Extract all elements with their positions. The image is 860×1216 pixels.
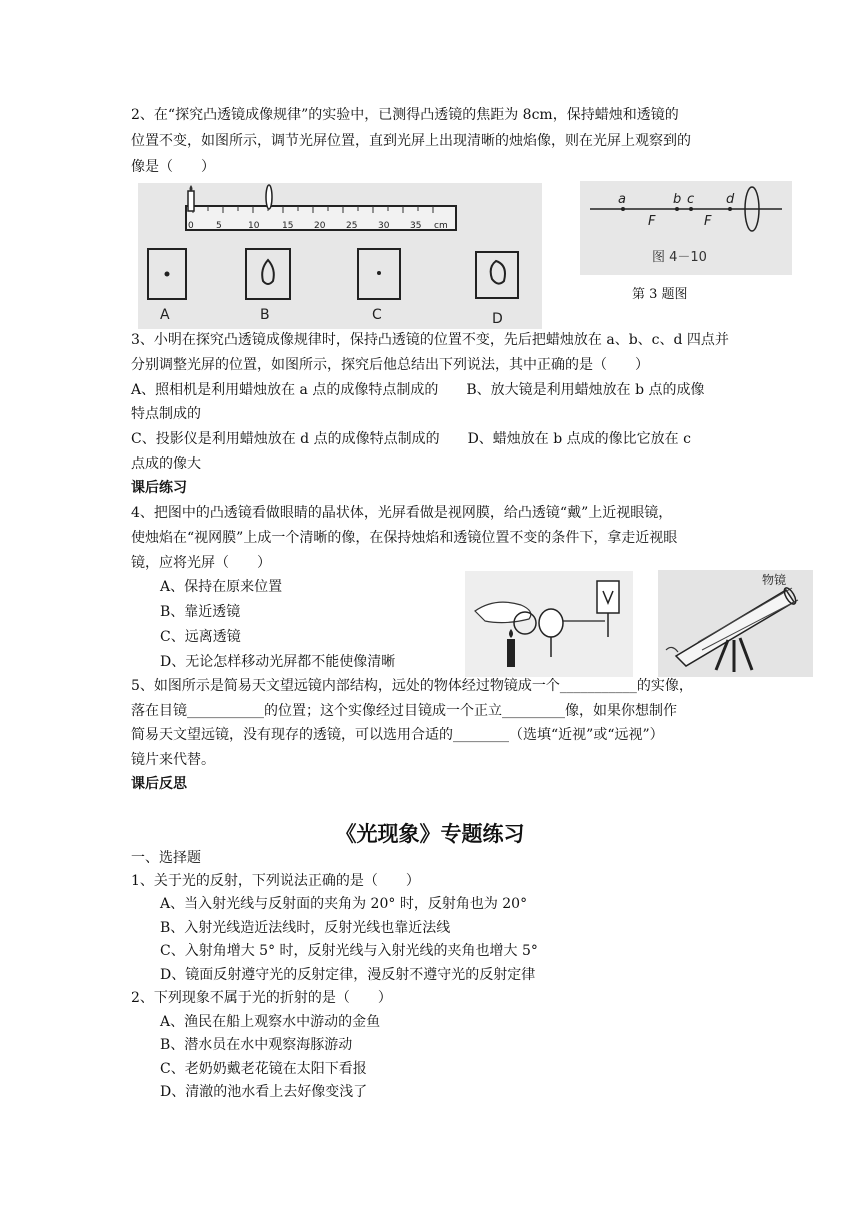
q3-line-5: C、投影仪是利用蜡烛放在 d 点的成像特点制成的 D、蜡烛放在 b 点成的像比它放在 c: [131, 431, 691, 447]
section-reflection-heading: 课后反思: [131, 776, 187, 792]
ruler-tick-35: 35: [410, 221, 422, 231]
point-label-b: b: [673, 192, 682, 207]
ruler-tick-10: 10: [248, 221, 260, 231]
p2-option-b: B、潜水员在水中观察海豚游动: [160, 1037, 353, 1053]
option-label-b: B: [260, 307, 270, 323]
eye-model-image: [465, 571, 633, 677]
ruler-unit-cm: cm: [434, 221, 448, 231]
q4-figure: [465, 571, 633, 677]
p2-option-c: C、老奶奶戴老花镜在太阳下看报: [160, 1061, 367, 1077]
q5-line-2: 落在目镜___________的位置；这个实像经过目镜成一个正立_________像，如果你想制作: [131, 703, 677, 719]
ruler-tick-5: 5: [216, 221, 222, 231]
ruler-tick-15: 15: [282, 221, 294, 231]
p1-question: 1、关于光的反射，下列说法正确的是（ ）: [131, 873, 420, 889]
telescope-image: [658, 570, 813, 677]
section-choice-heading: 一、选择题: [131, 850, 201, 866]
lens-icon: [539, 609, 563, 637]
q3-figure-caption: 第 3 题图: [632, 287, 688, 302]
q4-option-d: D、无论怎样移动光屏都不能使像清晰: [160, 654, 396, 670]
q4-option-b: B、靠近透镜: [160, 604, 241, 620]
q2-line-2: 位置不变，如图所示，调节光屏位置，直到光屏上出现清晰的烛焰像，则在光屏上观察到的: [131, 133, 691, 149]
q2-line-3: 像是（ ）: [131, 159, 215, 175]
q4-option-a: A、保持在原来位置: [160, 579, 283, 595]
q3-line-1: 3、小明在探究凸透镜成像规律时，保持凸透镜的位置不变，先后把蜡烛放在 a、b、c、d 四点并: [131, 332, 729, 348]
q4-line-1: 4、把图中的凸透镜看做眼睛的晶状体，光屏看做是视网膜，给凸透镜“戴”上近视眼镜，: [131, 505, 673, 521]
q4-option-c: C、远离透镜: [160, 629, 241, 645]
figure-inner-caption: 图 4－10: [652, 250, 707, 265]
point-label-a: a: [618, 192, 626, 207]
q3-line-6: 点成的像大: [131, 456, 201, 472]
p2-option-a: A、渔民在船上观察水中游动的金鱼: [160, 1014, 381, 1030]
q3-figure: [580, 181, 792, 275]
q2-line-1: 2、在“探究凸透镜成像规律”的实验中，已测得凸透镜的焦距为 8cm，保持蜡烛和透镜的: [131, 107, 679, 123]
page-title: 《光现象》专题练习: [335, 822, 525, 846]
option-label-a: A: [160, 307, 170, 323]
p1-option-b: B、入射光线造近法线时，反射光线也靠近法线: [160, 920, 451, 936]
section-practice-heading: 课后练习: [131, 480, 187, 496]
point-label-d: d: [726, 192, 735, 207]
screen-icon: [597, 581, 619, 613]
q3-line-4: 特点制成的: [131, 406, 201, 422]
q4-line-2: 使烛焰在“视网膜”上成一个清晰的像，在保持烛焰和透镜位置不变的条件下，拿走近视眼: [131, 530, 678, 546]
q4-line-3: 镜，应将光屏（ ）: [131, 555, 271, 571]
telescope-figure: [658, 570, 813, 677]
p2-option-d: D、清澈的池水看上去好像变浅了: [160, 1084, 368, 1100]
optical-bench-image: [138, 183, 542, 329]
focus-label-left: F: [648, 214, 656, 229]
p1-option-c: C、入射角增大 5° 时，反射光线与入射光线的夹角也增大 5°: [160, 943, 538, 959]
ruler-tick-20: 20: [314, 221, 326, 231]
image-box-b: [246, 249, 290, 299]
flame-icon: [509, 629, 513, 638]
q5-line-1: 5、如图所示是简易天文望远镜内部结构，远处的物体经过物镜成一个___________的实像，: [131, 678, 693, 694]
q5-line-4: 镜片来代替。: [131, 752, 215, 768]
candle-icon: [188, 191, 194, 211]
lens-points-image: [580, 181, 792, 275]
objective-lens-label: 物镜: [762, 573, 787, 587]
image-box-d: [476, 252, 518, 298]
focus-label-right: F: [704, 214, 712, 229]
ruler-tick-30: 30: [378, 221, 390, 231]
p1-option-a: A、当入射光线与反射面的夹角为 20° 时，反射角也为 20°: [160, 896, 528, 912]
option-label-d: D: [492, 311, 503, 327]
p2-question: 2、下列现象不属于光的折射的是（ ）: [131, 990, 392, 1006]
image-d-flame: [491, 261, 505, 284]
q2-figure: [138, 183, 542, 329]
q5-line-3: 简易天文望远镜，没有现存的透镜，可以选用合适的________（选填“近视”或“远视”）: [131, 727, 664, 743]
lens-icon: [266, 185, 272, 209]
ruler-tick-25: 25: [346, 221, 358, 231]
point-label-c: c: [687, 192, 695, 207]
p1-option-d: D、镜面反射遵守光的反射定律，漫反射不遵守光的反射定律: [160, 967, 536, 983]
image-c-dot: [377, 271, 381, 275]
q3-line-2: 分别调整光屏的位置，如图所示，探究后他总结出下列说法，其中正确的是（ ）: [131, 357, 649, 373]
option-label-c: C: [372, 307, 382, 323]
image-a-dot: [165, 272, 170, 277]
candle-icon: [507, 639, 515, 667]
ruler-tick-0: 0: [188, 221, 194, 231]
q3-line-3: A、照相机是利用蜡烛放在 a 点的成像特点制成的 B、放大镜是利用蜡烛放在 b 点的成像: [131, 382, 705, 398]
eye-icon: [666, 647, 678, 652]
image-b-flame: [262, 260, 274, 284]
